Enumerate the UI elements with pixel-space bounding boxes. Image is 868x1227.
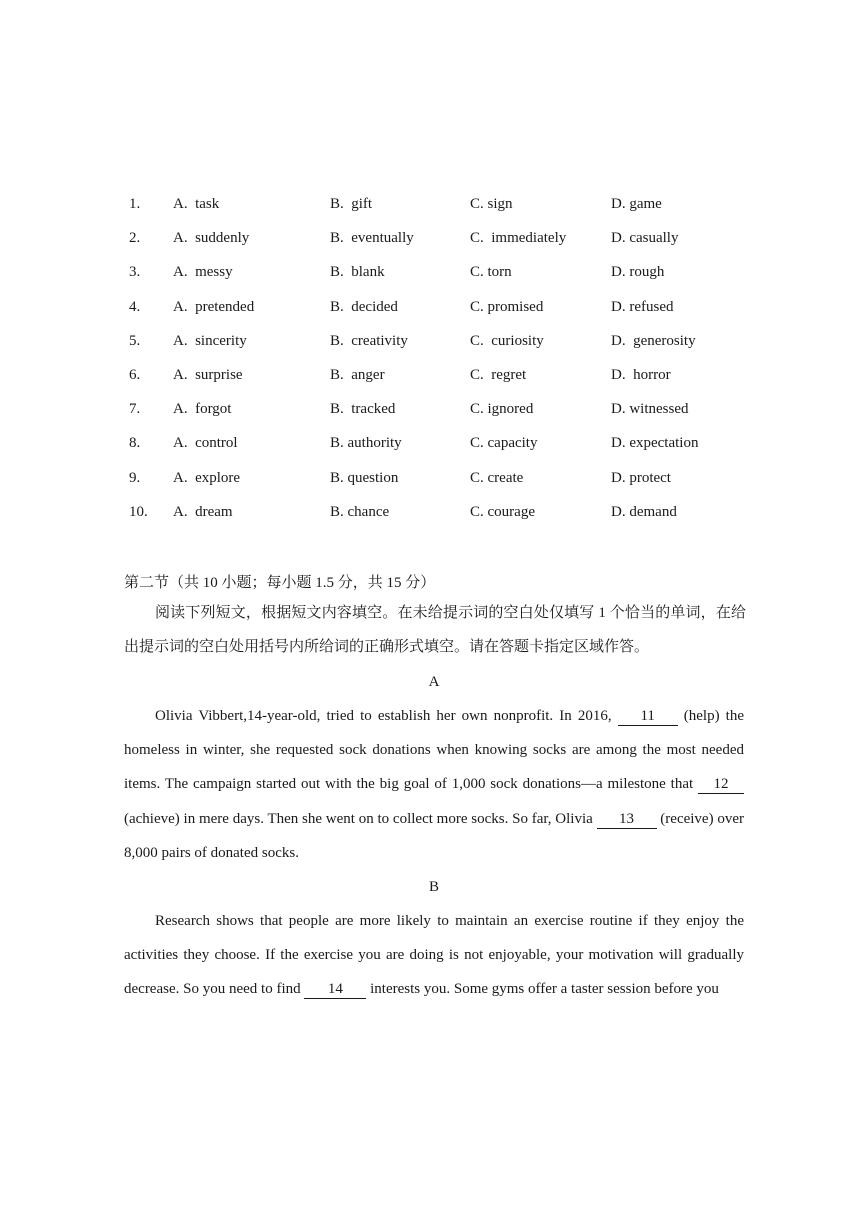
option-b: B. authority — [330, 435, 402, 452]
option-a: A. sincerity — [173, 332, 247, 349]
passage-a-letter: A — [428, 674, 440, 690]
option-b: B. blank — [330, 264, 385, 281]
option-a: A. surprise — [173, 366, 243, 383]
option-d: D. generosity — [611, 332, 696, 349]
option-d: D. expectation — [611, 435, 699, 452]
option-c: C. immediately — [470, 230, 567, 247]
option-b: B. decided — [330, 298, 398, 315]
passage-a-text-1: Olivia Vibbert,14-year-old, tried to establish her own nonprofit. In 2016, — [155, 708, 618, 724]
blank-14: 14 — [304, 980, 366, 999]
option-b: B. question — [330, 469, 399, 486]
question-number: 7. — [129, 401, 141, 418]
option-a: A. forgot — [173, 401, 232, 418]
option-c: C. promised — [470, 298, 544, 315]
option-a: A. task — [173, 196, 220, 212]
question-number: 4. — [129, 298, 141, 315]
passage-b-text-1: Research shows that people are more likely to maintain an exercise routine if they enjoy the activities they choose. If the exercise you are doing is not enjoyable, your motivation will gradually decrease. So you need to find — [124, 913, 744, 998]
option-d: D. casually — [611, 230, 679, 247]
option-c: C. courage — [470, 503, 535, 520]
option-b: B. creativity — [330, 332, 408, 349]
question-number: 2. — [129, 230, 141, 247]
option-d: D. rough — [611, 264, 665, 281]
option-a: A. pretended — [173, 298, 255, 315]
option-d: D. refused — [611, 298, 674, 315]
option-b: B. tracked — [330, 401, 396, 418]
passage-a — [124, 699, 744, 870]
passage-b-letter: B — [428, 879, 439, 895]
passage-b-text-2: interests you. Some gyms offer a taster session before you — [366, 981, 719, 998]
question-number: 6. — [129, 366, 141, 383]
option-d: D. witnessed — [611, 401, 689, 418]
passage-a-text-3: (achieve) in mere days. Then she went on to collect more socks. So far, Olivia — [124, 810, 597, 827]
option-c: C. sign — [470, 196, 513, 212]
option-a: A. messy — [173, 264, 233, 281]
option-c: C. torn — [470, 264, 512, 281]
question-number: 9. — [129, 469, 141, 486]
passage-a-text-4: (receive) over 8,000 pairs of donated socks. — [124, 810, 744, 861]
passage-b — [124, 904, 744, 1007]
option-a: A. dream — [173, 503, 233, 520]
blank-12: 12 — [698, 775, 744, 794]
option-c: C. regret — [470, 366, 527, 383]
option-b: B. chance — [330, 503, 390, 520]
option-d: D. demand — [611, 503, 677, 520]
option-d: D. protect — [611, 469, 671, 486]
option-d: D. horror — [611, 366, 671, 383]
passage-a-text-2: (help) the homeless in winter, she requested sock donations when knowing socks are among the most needed items. The campaign started out with the big goal of 1,000 sock donations—a milestone that — [124, 708, 745, 793]
blank-11: 11 — [618, 707, 678, 726]
question-number: 1. — [129, 196, 141, 212]
option-a: A. control — [173, 435, 238, 452]
option-c: C. create — [470, 469, 524, 486]
option-c: C. curiosity — [470, 332, 544, 349]
option-b: B. gift — [330, 196, 373, 212]
option-a: A. explore — [173, 469, 241, 486]
section-instruction: 阅读下列短文，根据短文内容填空。在未给提示词的空白处仅填写 1 个恰当的单词，在给出提示词的空白处用括号内所给词的正确形式填空。请在答题卡指定区域作答。 — [124, 605, 746, 655]
option-b: B. eventually — [330, 230, 414, 247]
question-number: 10. — [129, 503, 148, 520]
option-a: A. suddenly — [173, 230, 250, 247]
question-number: 8. — [129, 435, 141, 452]
option-c: C. ignored — [470, 401, 534, 418]
blank-13: 13 — [597, 810, 657, 829]
option-b: B. anger — [330, 366, 385, 383]
option-c: C. capacity — [470, 435, 538, 452]
question-number: 3. — [129, 264, 141, 281]
question-number: 5. — [129, 332, 141, 349]
option-d: D. game — [611, 196, 662, 212]
section-heading: 第二节（共 10 小题；每小题 1.5 分，共 15 分） — [124, 575, 436, 591]
